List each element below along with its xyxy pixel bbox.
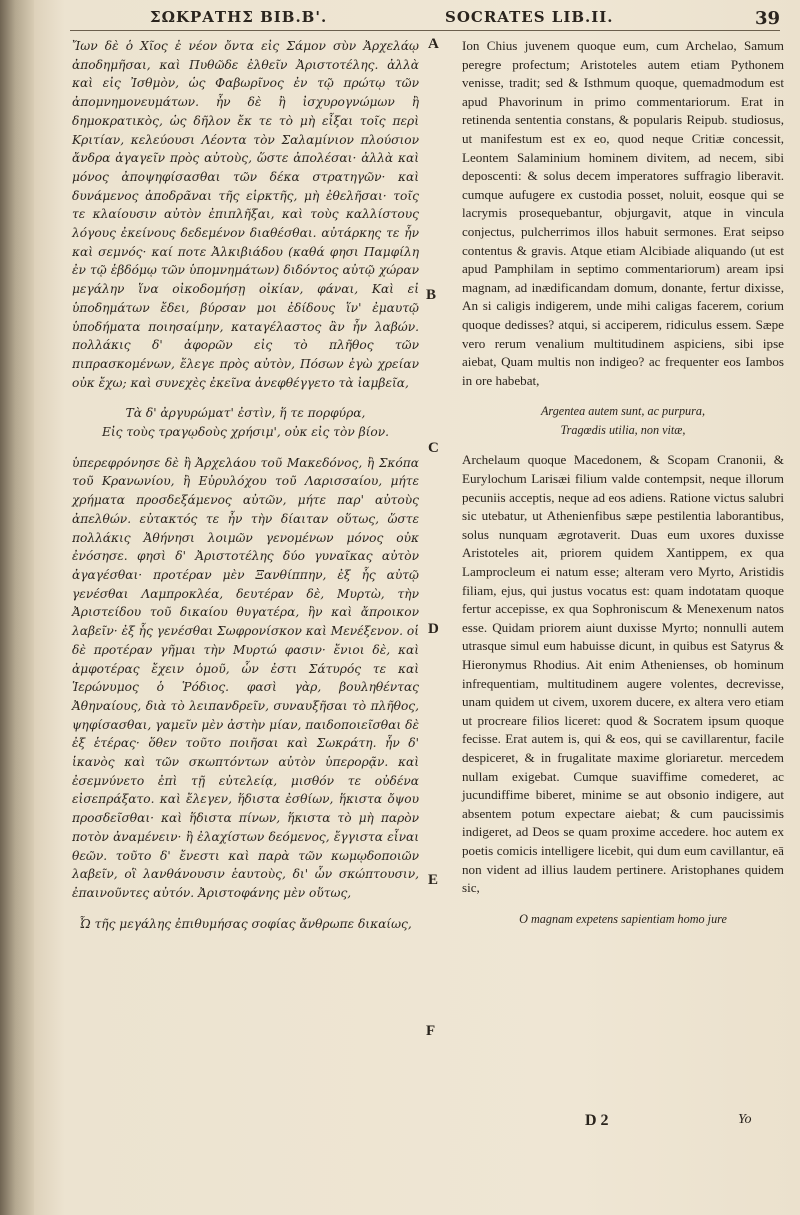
margin-letter-d: D	[428, 621, 439, 637]
latin-paragraph: Ion Chius juvenem quoque eum, cum Archelao, Samum peregre profectum; Aristoteles autem etiam Pythonem venisse, tradit; sed & Isthmum quoque, quemadmodum est apud Phavorinum in primo commentariorum. Erat in retinenda sententia constans, & popularis Reipub. studiosus, ut manifestum est ex eo, quod neque Critiæ concessit, Leontem Salaminium hominem divitem, ad necem, sibi deposcenti: & solus decem imperatores suffragio liberavit. cumque aufugere ex custodia posset, noluit, eosque qui se lacrymis prosequebantur, objurgavit, atque in vincula conjectus, pulcherrimos illos habuit sermones. Erat seipso contentus & gravis. Atque etiam Alcibiade aliquando (ut est apud Pamphilam in septimo commentariorum) aream ipsi magnam, ad inædificandam domum, donante, fertur dixisse, An si caligis indigerem, unde mihi caligas facerem, corium quoque dedisses? atqui, si acciperem, ridiculus essem. Sæpe vero rerum venalium multitudinem aspiciens, sibi ipse aiebat, Quam multis non indigeo? ac frequenter eos Iambos in ore habebat,	[462, 38, 784, 388]
margin-letter-e: E	[428, 872, 439, 888]
greek-paragraph: ὑπερεφρόνησε δὲ ἢ Ἀρχελάου τοῦ Μακεδόνος, ἢ Σκόπα τοῦ Κρανωνίου, ἢ Εὐρυλόχου τοῦ Λαρισσαίου, μήτε χρήματα προσδεξάμενος αὐτῶν, μήτε παρ' αὐτοὺς ἀπελθών. εὐτακτός τε ἦν τὴν δίαιταν οὕτως, ὥστε πολλάκις Ἀθήνησι λοιμῶν γενομένων μόνος οὐκ ἐνόσησε. φησὶ δ' Ἀριστοτέλης δύο γυναῖκας αὐτὸν ἀγαγέσθαι· προτέραν μὲν Ξανθίππην, ἐξ ἧς αὐτῷ γενέσθαι Λαμπροκλέα, δευτέραν δὲ, Μυρτὼ, τὴν Ἀριστείδου τοῦ δικαίου θυγατέρα, ἣν καὶ ἄπροικον λαβεῖν· ἐξ ἧς γενέσθαι Σωφρονίσκον καὶ Μενέξενον. οἱ δὲ προτέραν γῆμαι τὴν Μυρτώ φασιν· ἔνιοι δὲ, καὶ ἀμφοτέρας ἔχειν ὁμοῦ, ὧν ἐστι Σάτυρός τε καὶ Ἱερώνυμος ὁ Ῥόδιος. φασὶ γὰρ, βουληθέντας Ἀθηναίους, διὰ τὸ λειπανδρεῖν, συναυξῆσαι τὸ πλῆθος, ψηφίσασθαι, γαμεῖν μὲν ἀστὴν μίαν, παιδοποιεῖσθαι δὲ ἐξ ἑτέρας· ὅθεν τοῦτο ποιῆσαι καὶ Σωκράτη. ἦν δ' ἱκανὸς καὶ τῶν σκωπτόντων αὐτὸν ὑπερορᾷν. καὶ ἐσεμνύνετο ἐπὶ τῇ εὐτελείᾳ, μισθόν τε οὐδένα εἰσεπράξατο. καὶ ἔλεγεν, ἥδιστα ἐσθίων, ἥκιστα ὄψου προσδεῖσθαι· καὶ ἥδιστα πίνων, ἥκιστα τὸ μὴ παρὸν ποτὸν ἀναμένειν· ἢ ἐλαχίστων δεόμενος, ἔγγιστα εἶναι θεῶν. τοῦτο δ' ἔνεστι καὶ παρὰ τῶν κωμῳδοποιῶν λαβεῖν, οἳ λανθάνουσιν ἑαυτοὺς, δι' ὧν σκώπτουσιν, ἐπαινοῦντες αὐτόν. Ἀριστοφάνης μὲν οὕτως,	[72, 455, 419, 900]
margin-letter-c: C	[428, 440, 439, 456]
margin-letter-f: F	[426, 1023, 436, 1039]
greek-verse-line: Τὰ δ' ἀργυρώματ' ἐστὶν, ἥ τε πορφύρα,	[125, 406, 366, 421]
latin-verse-line: Argentea autem sunt, ac purpura,	[540, 404, 706, 419]
catchword: Yo	[738, 1112, 752, 1127]
signature-mark: D 2	[585, 1112, 609, 1129]
margin-letter-a: A	[428, 36, 439, 52]
latin-paragraph: Archelaum quoque Macedonem, & Scopam Cranonii, & Eurylochum Larisæi filium valde contempsit, neque illorum pecuniis acceptis, neque ad eos adiens. Ratione victus salubri sic utebatur, ut Athenienfibus sæpe pestilentia laborantibus, solus nunquam ægrotaverit. Duas eum uxores duxisse Aristoteles ait, priorem quidem Xantippem, ex qua Lamprocleum ei natum esse; alteram vero Myrto, Aristidis filiam, ejus, qui justus vocatus est: quam indotatam quoque fertur accepisse, ex qua Sophroniscum & Menexenum natos esse. Quidam priorem aiunt duxisse Myrto; nonnulli autem utrasque simul eum habuisse dicunt, in quibus est Satyrus & Hieronymus Rhodius. Ait enim Athenienses, ob hominum infrequentiam, multitudinem augere volentes, decrevisse, unam quidem ut civem, uxorem ducere, ex altera vero etiam ut procreare filios liceret: quod & Socratem ipsum quoque fecisse. Erat autem is, qui & eos, qui se cavillarentur, facile despiceret, & in frugalitate maxime gloriaretur. mercedem nullam exigebat. Cumque suaviffime comederet, ac jucundiffime biberet, minime se aut obsonio indigere, aut absentem potum expectare aiebat; & cum paucissimis indigeret, ad Deos se quam proxime accedere. hoc autem ex poetis comicis intelligere licebit, qui dum eum cavillantur, eā non vident ad illius laudem pertinere. Aristophanes quidem sic,	[462, 452, 784, 896]
book-spine-shadow	[0, 0, 34, 1215]
running-head-greek: ΣΩΚΡΑΤΗΣ ΒΙΒ.Β'.	[150, 8, 328, 26]
greek-verse-line: Εἰς τοὺς τραγῳδοὺς χρήσιμ', οὐκ εἰς τὸν βίον.	[101, 425, 390, 440]
header-rule	[70, 30, 780, 31]
latin-verse-line: O magnam expetens sapientiam homo jure	[519, 911, 727, 926]
margin-letter-b: B	[426, 287, 437, 303]
greek-paragraph: Ἴων δὲ ὁ Χῖος ἐ νέον ὄντα εἰς Σάμον σὺν Ἀρχελάῳ ἀποδημῆσαι, καὶ Πυθῶδε ἐλθεῖν Ἀριστοτέλης. ἀλλὰ καὶ εἰς Ἰσθμὸν, ὡς Φαβωρῖνος ἐν τῷ πρώτῳ τῶν ἀπομνημονευμάτων. ἦν δὲ ἢ ἰσχυρογνώμων ἢ δημοκρατικὸς, ὡς δῆλον ἔκ τε τὸ μὴ εἶξαι τοῖς περὶ Κριτίαν, κελεύουσι Λέοντα τὸν Σαλαμίνιον πλούσιον ἄνδρα ἀγαγεῖν πρὸς αὐτοὺς, ὥστε ἀπολέσαι· ἀλλὰ καὶ μόνος ἀποψηφίσασθαι τῶν δέκα στρατηγῶν· καὶ δυνάμενος ἀποδρᾶναι τῆς εἱρκτῆς, μὴ ἐθελῆσαι· τοῖς τε κλαίουσιν αὐτὸν ἐπιπλῆξαι, καὶ τοὺς καλλίστους λόγους ἐκείνους δεδεμένον διαθέσθαι. αὐτάρκης τε ἦν καὶ σεμνός· καί ποτε Ἀλκιβιάδου (καθά φησι Παμφίλη ἐν τῷ ἑβδόμῳ τῶν ὑπομνημάτων) διδόντος αὐτῷ χώραν μεγάλην ἵνα οἰκοδομήσῃ οἰκίαν, φάναι, Καὶ εἰ ὑποδημάτων ἔδει, βύρσαν μοι ἐδίδους ἵν' ἐμαυτῷ ὑποδήματα ποιησαίμην, καταγέλαστος ἂν ἦν λαβών. πολλάκις δ' ἀφορῶν εἰς τὸ πλῆθος τῶν πιπρασκομένων, ἔλεγε πρὸς αὐτὸν, Πόσων ἐγὼ χρείαν οὐκ ἔχω; καὶ συνεχὲς ἐκεῖνα ἀνεφθέγγετο τὰ ἰαμβεῖα,	[72, 39, 419, 390]
latin-verse-line: Tragœdis utilia, non vitæ,	[560, 422, 686, 437]
running-head-latin: SOCRATES LIB.II.	[445, 8, 614, 26]
page-number: 39	[755, 8, 781, 29]
greek-column	[72, 37, 419, 933]
greek-verse-line: Ὦ τῆς μεγάλης ἐπιθυμήσας σοφίας ἄνθρωπε δικαίως,	[79, 916, 412, 931]
latin-column	[462, 37, 784, 928]
